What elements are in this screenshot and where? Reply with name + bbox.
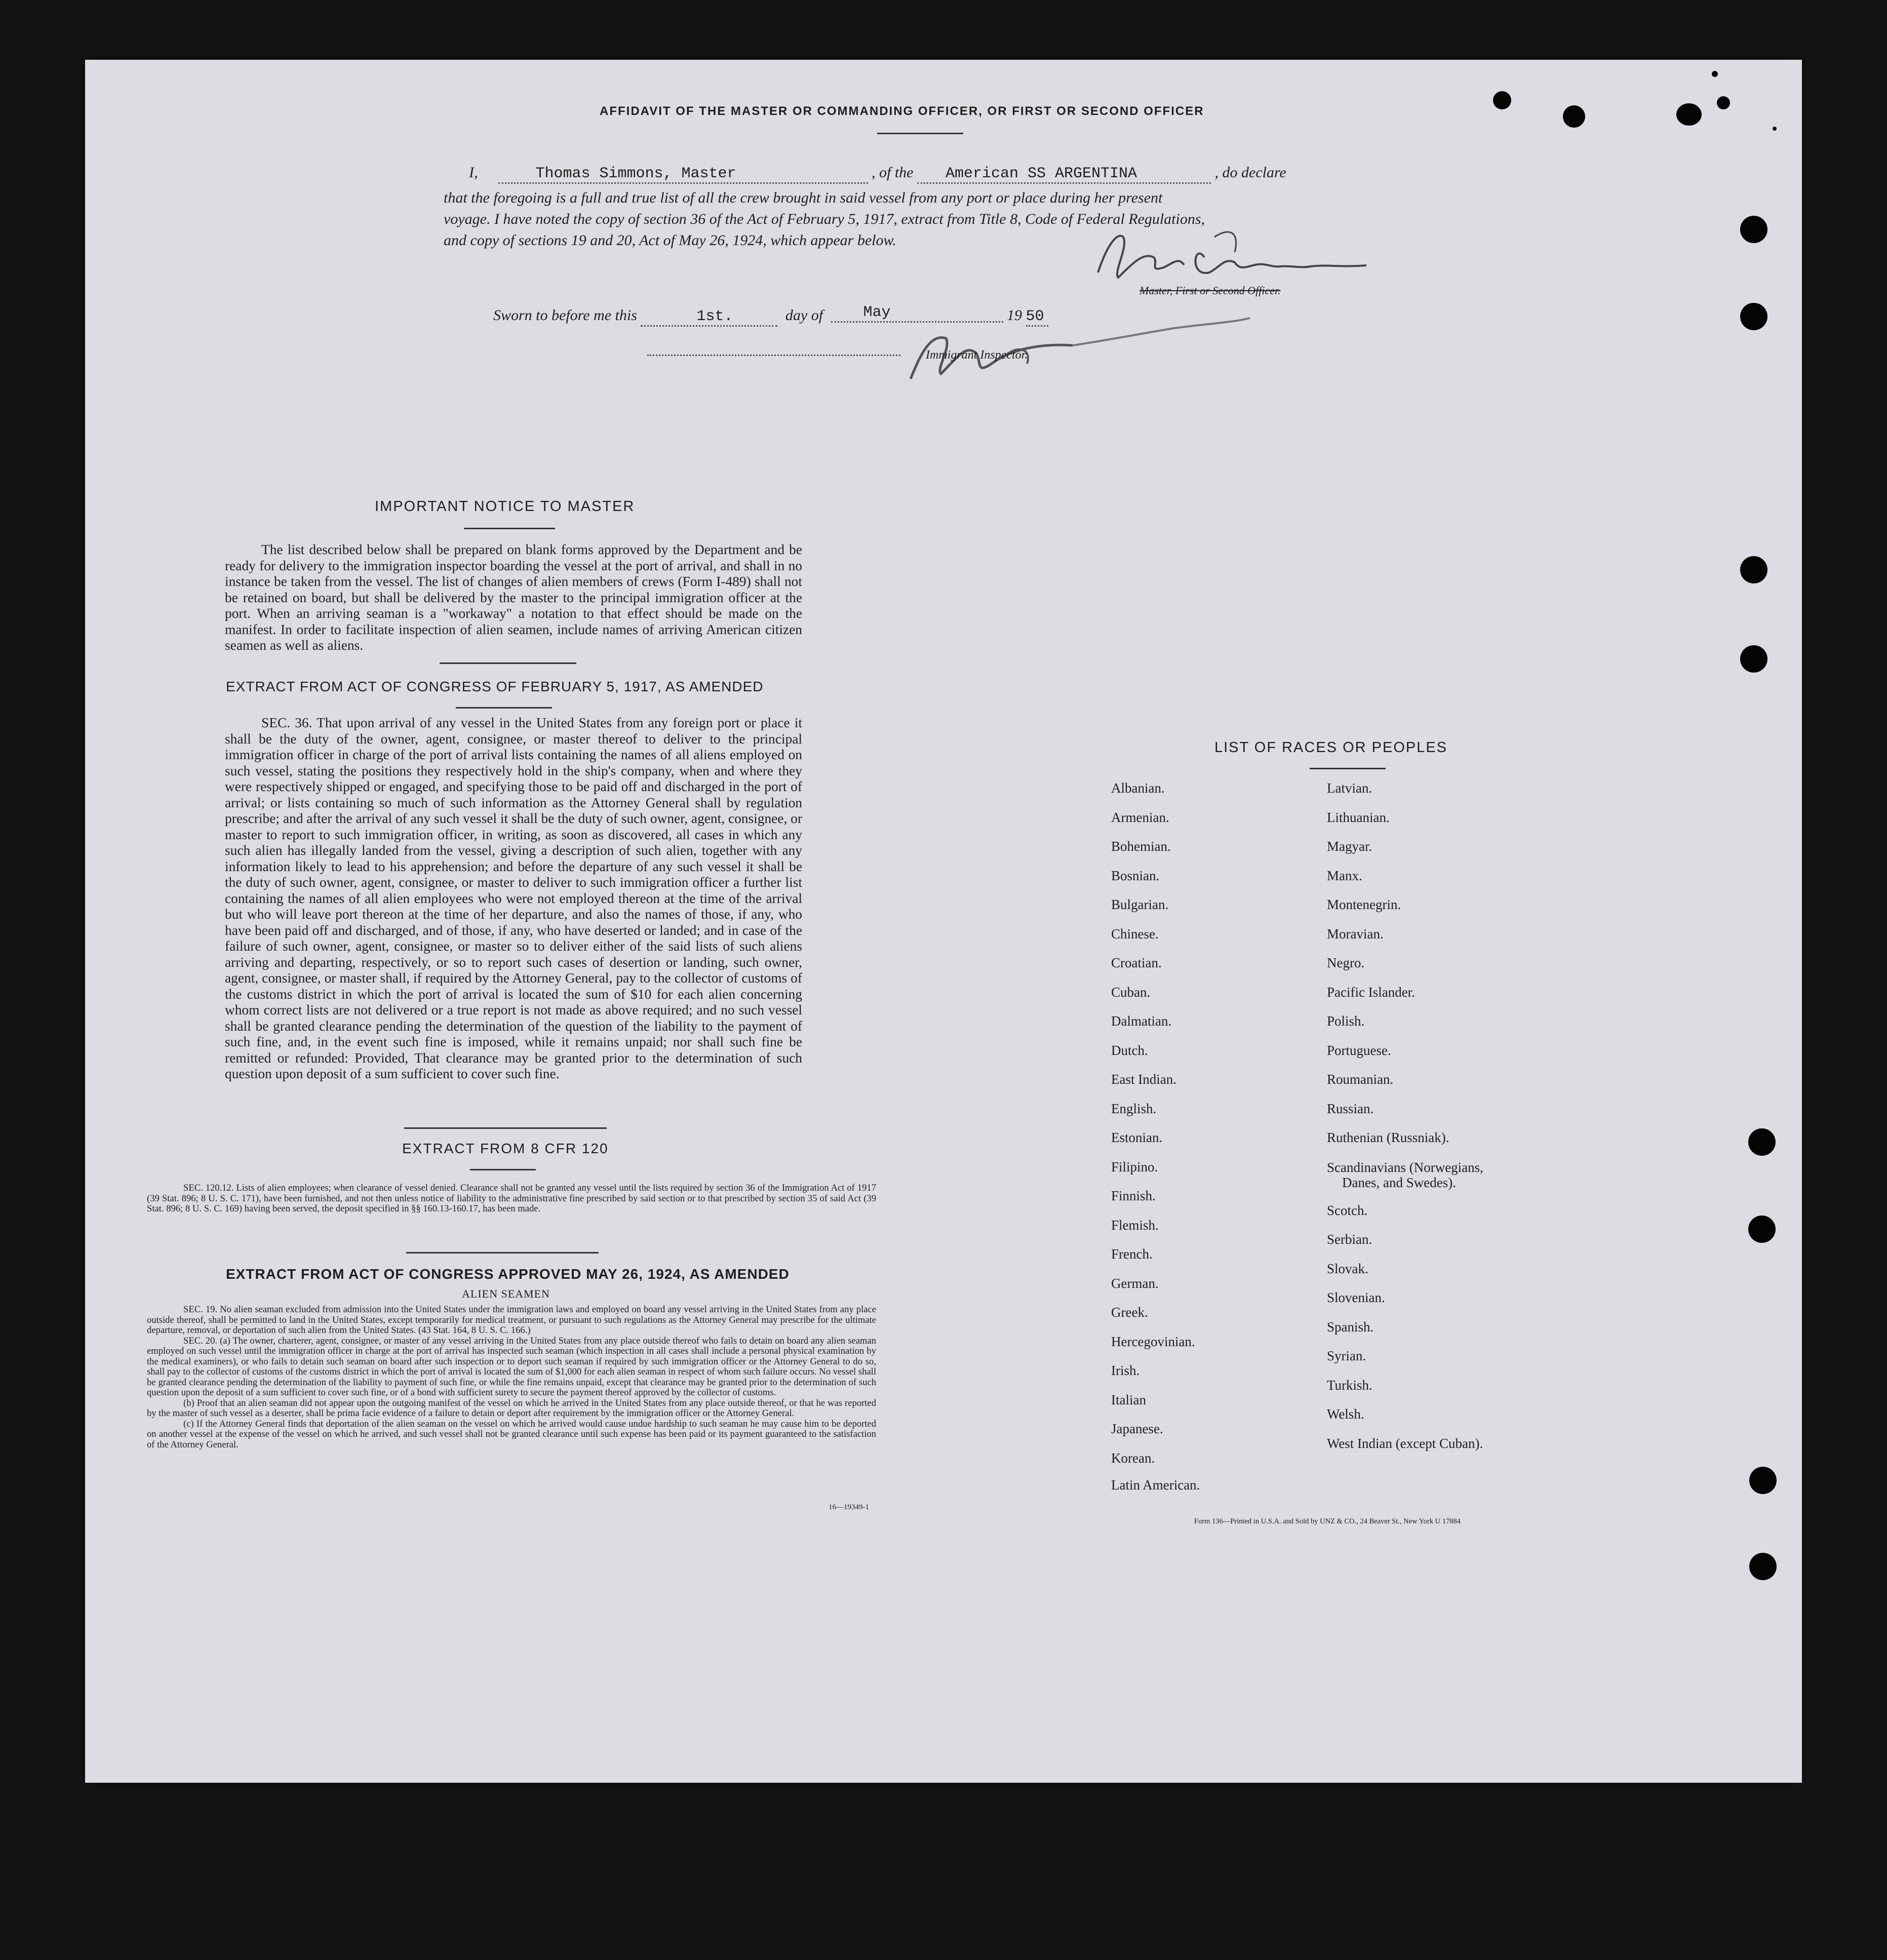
month-field: May <box>831 304 1003 323</box>
race-item: Slovenian. <box>1327 1290 1385 1305</box>
binder-hole <box>1748 1128 1776 1156</box>
race-item: Filipino. <box>1111 1159 1158 1174</box>
race-item: Hercegovinian. <box>1111 1334 1195 1349</box>
race-item-scandinavians: Scandinavians (Norwegians, <box>1327 1159 1483 1175</box>
race-item: Montenegrin. <box>1327 897 1401 912</box>
sec19-text: SEC. 19. No alien seaman excluded from admission into the United States under the immigration laws and employed on board any vessel arriving in the United States from any place outside thereof, shall be permitted to land in the United States, except temporarily for medical treatment, or pursuant to such regulations as the Attorney General may prescribe for the ultimate departure, removal, or deportation of such alien from the United States. (43 Stat. 164, 8 U. S. C. 166.) <box>147 1304 876 1336</box>
notice-end-rule <box>440 662 576 664</box>
race-item: Spanish. <box>1327 1319 1374 1335</box>
race-item <box>1327 1153 1483 1196</box>
race-item: German. <box>1111 1275 1159 1291</box>
extract-1924-text <box>147 1305 876 1450</box>
sec20c-text: (c) If the Attorney General finds that deportation of the alien seaman on the vessel on which he arrived would cause undue hardship to such seaman he may cause him to be deported on another vessel at the expense of the vessel on which he arrived, and such vessel shall not be granted clearance until such expense has been paid or its payment guaranteed to the satisfaction of the Attorney General. <box>147 1418 876 1450</box>
extract-1917-title: EXTRACT FROM ACT OF CONGRESS OF FEBRUARY 5, 1917, AS AMENDED <box>226 679 764 694</box>
do-declare-text: , do declare <box>1214 164 1286 181</box>
race-item: Dalmatian. <box>1111 1013 1172 1029</box>
extract-1917-text: SEC. 36. That upon arrival of any vessel in the United States from any foreign port or place it shall be the duty of the owner, agent, consignee, or master thereof to deliver to the principal immigration officer in charge of the port of arrival lists containing the names of all aliens employed on such vessel, stating the positions they respectively hold in the ship's company, when and where they were respectively shipped or engaged, and specifying those to be paid off and discharged in the port of arrival; or lists containing so much of such information as the Attorney General shall by regulation prescribe; and after the arrival of any such vessel it shall be the duty of such owner, agent, consignee, or master to report to such immigration officer, in writing, as soon as discovered, all cases in which any such alien has illegally landed from the vessel, giving a description of such alien, together with any information likely to lead to his apprehension; and before the departure of any such vessel it shall be the duty of such owner, agent, consignee, or master to deliver to such immigration officer a further list containing the names of all alien employees who were not employed thereon at the time of the arrival but who will leave port thereon at the time of her departure, and also the names of those, if any, who have been paid off and discharged, and of those, if any, who have deserted or landed; and in case of the failure of such owner, agent, consignee, or master so to deliver either of the said lists of such aliens arriving and departing, respectively, or so to report such cases of desertion or landing, such owner, agent, consignee, or master shall, if required by the Attorney General, pay to the collector of customs of the customs district in which the port of arrival is located the sum of $10 for each alien concerning whom correct lists are not delivered or a true report is not made as above required; and no such vessel shall be granted clearance pending the determination of the question of the liability to the payment of such fine, and, in the event such fine is imposed, while it remains unpaid; nor shall such fine be remitted or refunded: Provided, That clearance may be granted prior to the determination of such question upon deposit of a sum sufficient to cover such fine. <box>225 715 802 1081</box>
race-item: Greek. <box>1111 1305 1148 1320</box>
race-item: Bohemian. <box>1111 839 1171 854</box>
sec20b-text: (b) Proof that an alien seaman did not appear upon the outgoing manifest of the vessel on which he arrived in the United States from any place outside thereof, or that he was reported by the master of such vessel as a deserter, shall be prima facie evidence of a failure to detain or deport after requirement by the immigration officer or the Attorney General. <box>147 1397 876 1419</box>
race-item: Portuguese. <box>1327 1042 1391 1058</box>
race-item: Chinese. <box>1111 926 1159 942</box>
race-item: French. <box>1111 1246 1153 1262</box>
race-item: Irish. <box>1111 1363 1140 1378</box>
race-item: Scotch. <box>1327 1202 1368 1218</box>
notice-text: The list described below shall be prepared on blank forms approved by the Department and be ready for delivery to the immigration inspector boarding the vessel at the port of arrival, and shall in no instance be taken from the vessel. The list of changes of alien members of crews (Form I-489) shall not be retained on board, but shall be delivered by the master to the principal immigration officer at the port. When an arriving seaman is a "workaway" a notation to that effect should be made on the manifest. In order to facilitate inspection of alien seamen, include names of arriving American citizen seamen as well as aliens. <box>225 542 802 653</box>
speck <box>1712 71 1718 77</box>
race-item: Pacific Islander. <box>1327 984 1415 1000</box>
race-item: Moravian. <box>1327 926 1384 942</box>
affidavit-line4: and copy of sections 19 and 20, Act of May 26, 1924, which appear below. <box>444 232 896 249</box>
day-field: 1st. <box>641 308 777 327</box>
race-item: Korean. <box>1111 1450 1155 1466</box>
inspector-caption: Immigrant Inspector. <box>926 348 1028 362</box>
sec20a-text: SEC. 20. (a) The owner, charterer, agent, consignee, or master of any vessel arriving in the United States from any place outside thereof who fails to detain on board any alien seaman employed on such vessel until the immigration officer in charge at the port of arrival has inspected such seaman (which inspection in all cases shall include a personal physical examination by the medical examiners), or who fails to detain such seaman on board after such inspection or to deport such seaman if required by such immigration officer or the Attorney General to do so, shall pay to the collector of customs of the customs district in which the port of arrival is located the sum of $1,000 for each alien seaman in respect of whom such failure occurs. No vessel shall be granted clearance pending the determination of the liability to payment of such fine, or while the fine remains unpaid, except that clearance may be granted prior to the determination of such question upon the deposit of a sum sufficient to cover such fine, or of a bond with sufficient surety to secure the payment thereof approved by the collector of customs. <box>147 1335 876 1398</box>
race-item: Dutch. <box>1111 1042 1148 1058</box>
speck <box>1773 127 1777 131</box>
race-item: Bulgarian. <box>1111 897 1169 912</box>
binder-hole <box>1740 645 1767 673</box>
race-item: Turkish. <box>1327 1377 1372 1393</box>
race-item: English. <box>1111 1101 1157 1116</box>
race-item: Bosnian. <box>1111 868 1160 883</box>
cfr-rule <box>470 1169 536 1170</box>
cfr-end-rule <box>406 1252 599 1253</box>
race-item-scandinavians-cont: Danes, and Swedes). <box>1342 1174 1456 1190</box>
notice-rule <box>464 528 555 529</box>
race-item: West Indian (except Cuban). <box>1327 1435 1483 1451</box>
races-rule <box>1310 768 1386 769</box>
binder-hole <box>1740 216 1767 243</box>
signature-caption <box>1139 284 1281 297</box>
affidavit-line3: voyage. I have noted the copy of section 36 of the Act of February 5, 1917, extract from Title 8, Code of Federal Regulations, <box>444 211 1205 227</box>
day-of-text: day of <box>785 307 823 324</box>
race-item: Syrian. <box>1327 1348 1366 1363</box>
race-item: Polish. <box>1327 1013 1365 1029</box>
race-item: Russian. <box>1327 1101 1374 1116</box>
binder-hole <box>1749 1467 1777 1494</box>
inspector-signature-line <box>647 354 900 356</box>
title-rule <box>877 133 963 134</box>
year-prefix: 19 <box>1007 307 1023 324</box>
races-title: LIST OF RACES OR PEOPLES <box>1214 739 1448 756</box>
race-item: Finnish. <box>1111 1188 1156 1203</box>
binder-hole <box>1748 1216 1776 1243</box>
of-the-text: , of the <box>872 164 914 181</box>
races-left-column <box>1111 774 1200 1500</box>
cfr-text: SEC. 120.12. Lists of alien employees; when clearance of vessel denied. Clearance shall not be granted any vessel until the lists required by section 36 of the Immigration Act of 1917 (39 Stat. 896; 8 U. S. C. 171), have been furnished, and not then unless notice of liability to the administrative fine prescribed by said section or to that prescribed by section 35 of said Act (39 Stat. 896; 8 U. S. C. 169) having been served, the deposit specified in §§ 160.13-160.17, has been made. <box>147 1183 876 1214</box>
extract-1924-title: EXTRACT FROM ACT OF CONGRESS APPROVED MAY 26, 1924, AS AMENDED <box>226 1266 790 1282</box>
speck <box>1563 105 1585 128</box>
race-item: Croatian. <box>1111 955 1162 970</box>
race-item: Albanian. <box>1111 780 1165 796</box>
race-item: Italian <box>1111 1392 1146 1407</box>
extract-1917-rule <box>456 707 552 709</box>
notice-title: IMPORTANT NOTICE TO MASTER <box>375 498 635 515</box>
race-item: Magyar. <box>1327 839 1372 854</box>
race-item: Lithuanian. <box>1327 809 1390 825</box>
speck <box>1493 91 1511 109</box>
race-item: Ruthenian (Russniak). <box>1327 1130 1449 1145</box>
race-item: Slovak. <box>1327 1261 1368 1276</box>
form-code: 16—19349-1 <box>829 1503 869 1511</box>
race-item: Roumanian. <box>1327 1072 1394 1087</box>
signature-caption-text: Master, First or Second Officer. <box>1139 284 1281 297</box>
prefix-text: I, <box>469 164 478 181</box>
race-item: Negro. <box>1327 955 1365 970</box>
extract-1917-end-rule <box>404 1127 607 1129</box>
race-item: Manx. <box>1327 868 1362 883</box>
year-field: 50 <box>1026 308 1048 327</box>
master-name-field: Thomas Simmons, Master <box>498 165 868 184</box>
vessel-name-field: American SS ARGENTINA <box>917 165 1211 184</box>
binder-hole <box>1740 303 1767 330</box>
speck <box>1717 96 1730 109</box>
race-item: Latin American. <box>1111 1477 1200 1493</box>
race-item: East Indian. <box>1111 1072 1176 1087</box>
races-right-column <box>1327 774 1483 1458</box>
race-item: Serbian. <box>1327 1232 1372 1247</box>
master-signature <box>1088 222 1371 288</box>
cfr-title: EXTRACT FROM 8 CFR 120 <box>402 1141 609 1156</box>
form-footer-note: Form 136—Printed in U.S.A. and Sold by UNZ & CO., 24 Beaver St., New York U 17884 <box>1194 1517 1461 1525</box>
speck <box>1676 103 1702 126</box>
race-item: Armenian. <box>1111 809 1169 825</box>
binder-hole <box>1749 1553 1777 1580</box>
race-item: Latvian. <box>1327 780 1372 796</box>
race-item: Japanese. <box>1111 1421 1163 1436</box>
affidavit-line2: that the foregoing is a full and true list of all the crew brought in said vessel from any port or place during her present <box>444 189 1163 206</box>
race-item: Flemish. <box>1111 1217 1159 1233</box>
race-item: Cuban. <box>1111 984 1151 1000</box>
alien-seamen-subtitle: ALIEN SEAMEN <box>462 1287 550 1300</box>
binder-hole <box>1740 556 1767 583</box>
race-item: Estonian. <box>1111 1130 1163 1145</box>
document-page <box>85 60 1802 1783</box>
sworn-prefix: Sworn to before me this <box>493 307 637 324</box>
affidavit-title: AFFIDAVIT OF THE MASTER OR COMMANDING OFFICER, OR FIRST OR SECOND OFFICER <box>600 104 1204 118</box>
race-item: Welsh. <box>1327 1406 1364 1422</box>
affidavit-line1 <box>460 164 1427 184</box>
